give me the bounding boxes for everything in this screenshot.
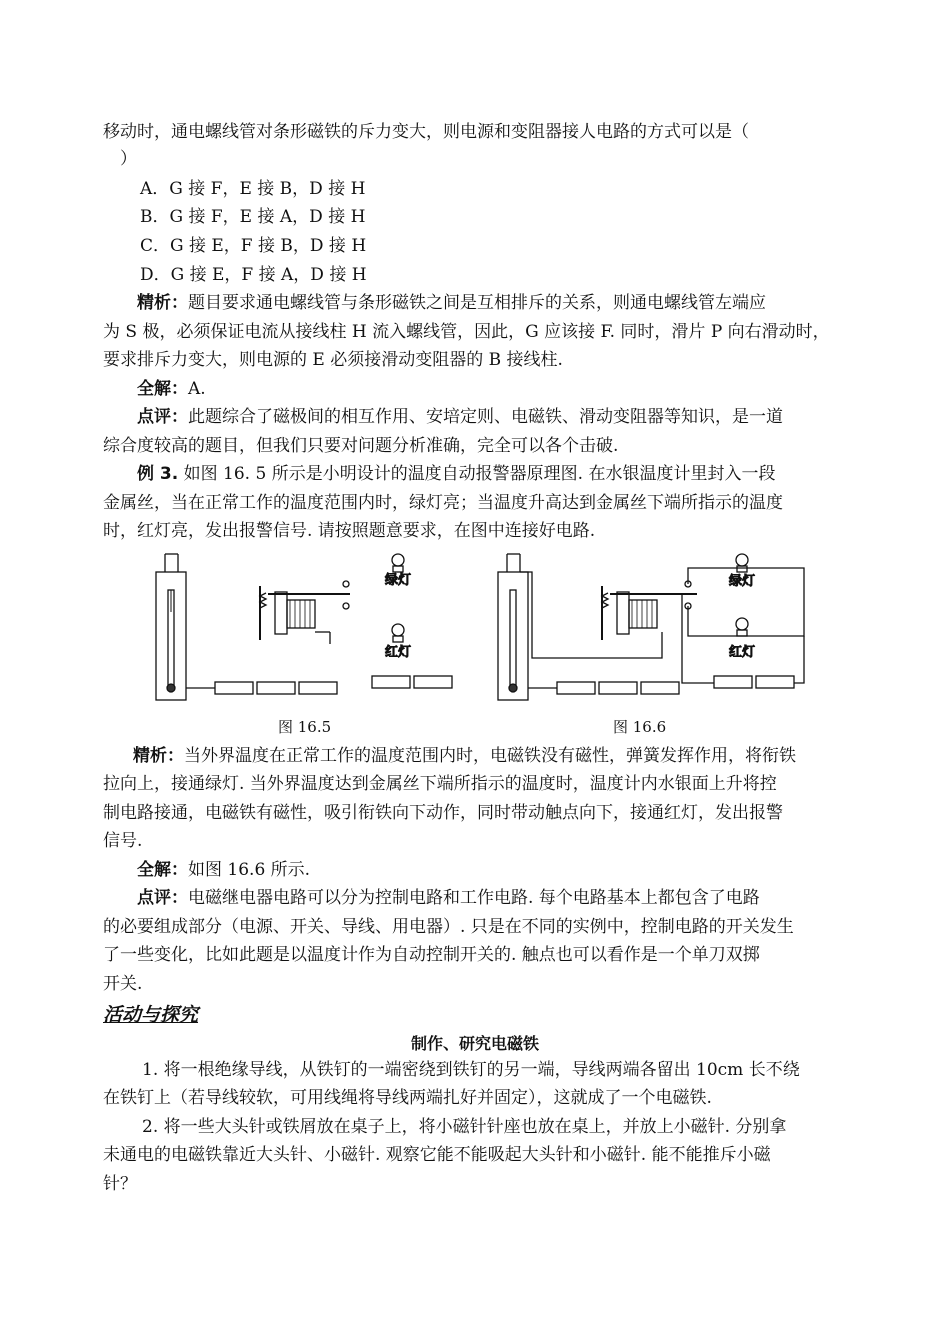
text-line: ）	[120, 149, 137, 169]
example-3	[137, 463, 882, 485]
text-line: 综合度较高的题目，但我们只要对问题分析准确，完全可以各个击破.	[103, 436, 619, 456]
text-line: 移动时，通电螺线管对条形磁铁的斥力变大，则电源和变阻器接人电路的方式可以是（	[103, 122, 749, 142]
option-b: B．G 接 F，E 接 A，D 接 H	[140, 207, 366, 227]
text-line: 在铁钉上（若导线较软，可用线绳将导线两端扎好并固定），这就成了一个电磁铁.	[103, 1088, 712, 1108]
label: 全解：	[137, 860, 188, 880]
label: 全解：	[137, 379, 188, 399]
red-lamp-label: 红灯	[385, 645, 412, 660]
text-line: 拉向上，接通绿灯. 当外界温度达到金属丝下端所指示的温度时，温度计内水银面上升将控	[103, 774, 777, 794]
text-line: 的必要组成部分（电源、开关、导线、用电器）. 只是在不同的实例中，控制电路的开关发生	[103, 917, 794, 937]
text: 此题综合了磁极间的相互作用、安培定则、电磁铁、滑动变阻器等知识，是一道	[188, 407, 783, 427]
answer-2	[137, 859, 882, 881]
comment-1	[137, 406, 882, 428]
green-lamp-label: 绿灯	[729, 574, 756, 589]
comment-2	[137, 887, 882, 909]
center-title: 制作、研究电磁铁	[410, 1034, 539, 1053]
text: 电磁继电器电路可以分为控制电路和工作电路. 每个电路基本上都包含了电路	[188, 888, 760, 908]
text: 题目要求通电螺线管与条形磁铁之间是互相排斥的关系，则通电螺线管左端应	[188, 293, 766, 313]
option-d: D．G 接 E，F 接 A，D 接 H	[140, 265, 367, 285]
green-lamp-label: 绿灯	[385, 573, 412, 588]
section-heading: 活动与探究	[103, 1004, 199, 1026]
figure-16-5	[150, 548, 470, 723]
caption-16-5: 图 16.5	[278, 718, 332, 736]
answer-1	[137, 378, 882, 400]
label: 例 3.	[137, 464, 179, 484]
step-2: 2. 将一些大头针或铁屑放在桌子上，将小磁针针座也放在桌上，并放上小磁针. 分别拿	[142, 1117, 787, 1137]
text-line: 要求排斥力变大，则电源的 E 必须接滑动变阻器的 B 接线柱.	[103, 350, 563, 370]
analysis-2	[133, 745, 878, 767]
text-line: 信号.	[103, 831, 143, 851]
label: 点评：	[137, 407, 188, 427]
text: 当外界温度在正常工作的温度范围内时，电磁铁没有磁性，弹簧发挥作用，将衔铁	[184, 746, 796, 766]
text: 如图 16.6 所示.	[188, 860, 311, 880]
caption-16-6: 图 16.6	[613, 718, 667, 736]
option-a: A．G 接 F，E 接 B，D 接 H	[140, 179, 366, 199]
label: 精析：	[137, 293, 188, 313]
text-line: 时，红灯亮，发出报警信号. 请按照题意要求，在图中连接好电路.	[103, 521, 596, 541]
text-line: 针？	[103, 1174, 137, 1194]
option-c: C．G 接 E，F 接 B，D 接 H	[140, 236, 367, 256]
figure-16-6	[492, 548, 822, 723]
red-lamp-label: 红灯	[729, 645, 756, 660]
text: 如图 16. 5 所示是小明设计的温度自动报警器原理图. 在水银温度计里封入一段	[183, 464, 776, 484]
text-line: 为 S 极，必须保证电流从接线柱 H 流入螺线管，因此，G 应该接 F. 同时，滑片 P 向右滑动时，	[103, 322, 830, 342]
label: 精析：	[133, 746, 184, 766]
text-line: 金属丝，当在正常工作的温度范围内时，绿灯亮；当温度升高达到金属丝下端所指示的温度	[103, 493, 783, 513]
text: A.	[188, 379, 206, 399]
analysis-1	[137, 292, 882, 314]
text-line: 未通电的电磁铁靠近大头针、小磁针. 观察它能不能吸起大头针和小磁针. 能不能推斥小磁	[103, 1145, 771, 1165]
text-line: 开关.	[103, 974, 143, 994]
text-line: 制电路接通，电磁铁有磁性，吸引衔铁向下动作，同时带动触点向下，接通红灯，发出报警	[103, 803, 783, 823]
text-line: 了一些变化，比如此题是以温度计作为自动控制开关的. 触点也可以看作是一个单刀双掷	[103, 945, 760, 965]
label: 点评：	[137, 888, 188, 908]
step-1: 1. 将一根绝缘导线，从铁钉的一端密绕到铁钉的另一端，导线两端各留出 10cm 长不绕	[142, 1060, 800, 1080]
